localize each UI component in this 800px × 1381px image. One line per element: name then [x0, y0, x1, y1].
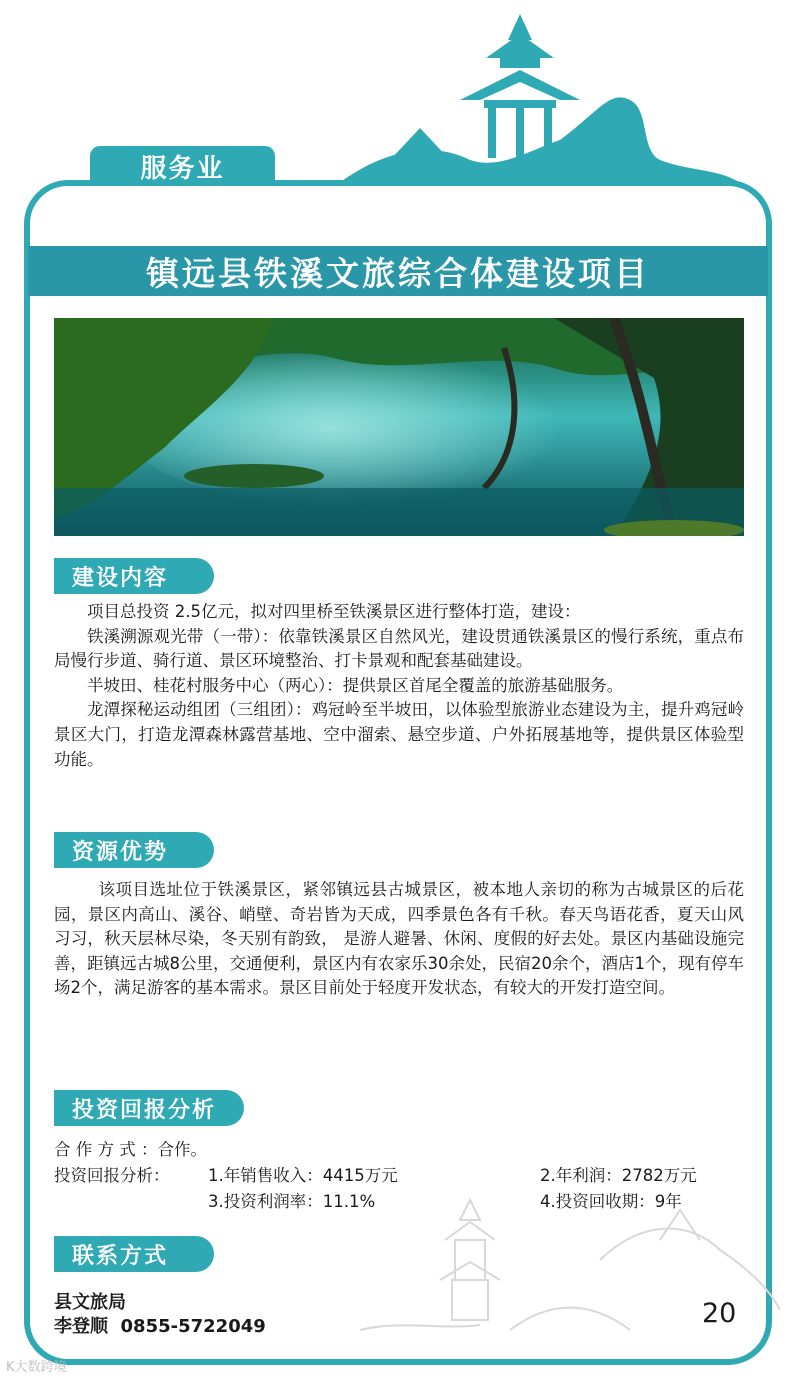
construction-paragraph: 项目总投资 2.5亿元，拟对四里桥至铁溪景区进行整体打造，建设： [87, 602, 581, 621]
section-heading-contact: 联系方式 [54, 1236, 214, 1272]
section-heading-construction: 建设内容 [54, 558, 214, 594]
sector-tab: 服务业 [90, 146, 275, 186]
investment-item: 2.年利润：2782万元 [540, 1166, 697, 1185]
advantages-paragraph: 该项目选址位于铁溪景区，紧邻镇远县古城景区，被本地人亲切的称为古城景区的后花园，景区内高山、溪谷、峭壁、奇岩皆为天成，四季景色各有千秋。春天鸟语花香，夏天山风习习，秋天层林尽染，冬天别有韵致， 是游人避暑、休闲、度假的好去处。景区内基础设施完善，距镇远古城8公里，交通便利，景区内有农家乐30余处，民宿20余个，酒店1个，现有停车场2个，满足游客的基本需求。景区目前处于轻度开发状态，有较大的开发打造空间。 [54, 880, 744, 998]
contact-person-phone: 李登顺 0855-5722049 [54, 1316, 266, 1337]
contact-organization: 县文旅局 [54, 1292, 126, 1313]
investment-item: 1.年销售收入：4415万元 [208, 1166, 398, 1185]
page-number: 20 [702, 1298, 737, 1329]
section-heading-investment: 投资回报分析 [54, 1090, 244, 1126]
advantages-content [54, 878, 744, 1001]
watermark: K大数跨境 [6, 1360, 67, 1375]
cooperation-mode: 合 作 方 式 ：合作。 [54, 1140, 207, 1159]
project-title: 镇远县铁溪文旅综合体建设项目 [28, 246, 768, 296]
construction-paragraph: 龙潭探秘运动组团（三组团）：鸡冠岭至半坡田，以体验型旅游业态建设为主，提升鸡冠岭景区大门，打造龙潭森林露营基地、空中溜索、悬空步道、户外拓展基地等，提供景区体验型功能。 [54, 700, 744, 769]
scenic-photo [54, 318, 744, 536]
construction-paragraph: 铁溪溯源观光带（一带）：依靠铁溪景区自然风光，建设贯通铁溪景区的慢行系统，重点布局慢行步道、骑行道、景区环境整治、打卡景观和配套基础建设。 [54, 626, 744, 671]
investment-analysis-label: 投资回报分析： [54, 1166, 170, 1185]
investment-item: 3.投资利润率：11.1% [208, 1192, 376, 1211]
investment-item: 4.投资回收期：9年 [540, 1192, 682, 1211]
construction-paragraph: 半坡田、桂花村服务中心（两心）：提供景区首尾全覆盖的旅游基础服务。 [87, 675, 624, 695]
section-heading-advantages: 资源优势 [54, 832, 214, 868]
construction-content [54, 600, 744, 772]
